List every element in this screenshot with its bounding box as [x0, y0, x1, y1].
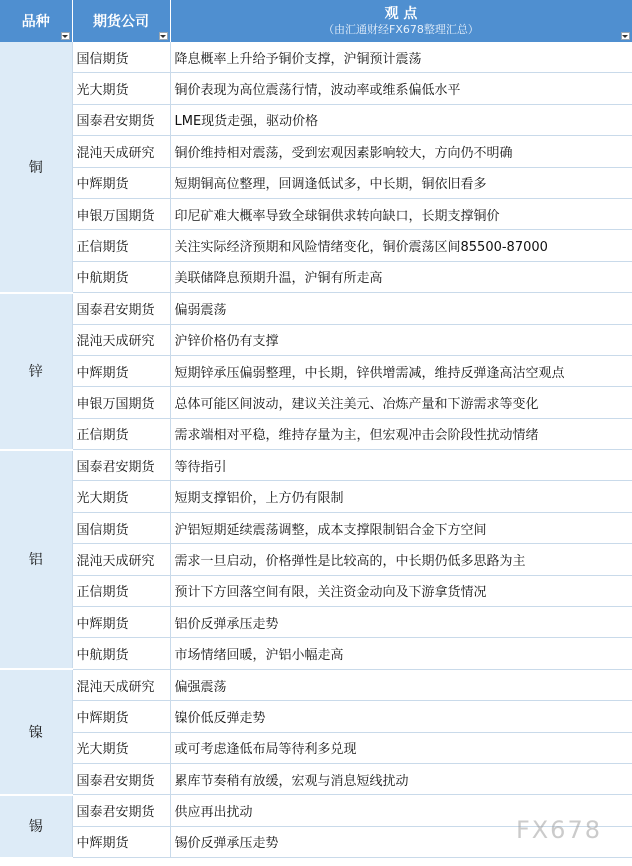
- view-cell: 沪锌价格仍有支撑: [170, 324, 632, 355]
- company-cell: 中辉期货: [72, 701, 170, 732]
- variety-cell: 锌: [0, 293, 72, 450]
- company-cell: 混沌天成研究: [72, 136, 170, 167]
- table-row: [0, 701, 632, 732]
- company-cell: 中辉期货: [72, 355, 170, 386]
- view-cell: 铜价表现为高位震荡行情，波动率或维系偏低水平: [170, 73, 632, 104]
- view-cell: 沪铝短期延续震荡调整，成本支撑限制铝合金下方空间: [170, 512, 632, 543]
- company-cell: 光大期货: [72, 732, 170, 763]
- company-cell: 中航期货: [72, 261, 170, 292]
- view-cell: 短期锌承压偏弱整理，中长期，锌供增需减，维持反弹逢高沽空观点: [170, 355, 632, 386]
- view-cell: 短期铜高位整理，回调逢低试多，中长期，铜依旧看多: [170, 167, 632, 198]
- filter-dropdown-icon[interactable]: [621, 32, 630, 40]
- view-cell: 累库节奏稍有放缓，宏观与消息短线扰动: [170, 763, 632, 794]
- view-cell: 关注实际经济预期和风险情绪变化，铜价震荡区间85500-87000: [170, 230, 632, 261]
- company-cell: 光大期货: [72, 481, 170, 512]
- table-row: [0, 481, 632, 512]
- view-cell: 铜价维持相对震荡，受到宏观因素影响较大，方向仍不明确: [170, 136, 632, 167]
- table-row: [0, 387, 632, 418]
- table-row: [0, 198, 632, 229]
- table-row: [0, 355, 632, 386]
- variety-cell: 镍: [0, 669, 72, 795]
- company-cell: 混沌天成研究: [72, 669, 170, 700]
- view-cell: 总体可能区间波动，建议关注美元、冶炼产量和下游需求等变化: [170, 387, 632, 418]
- view-cell: 等待指引: [170, 450, 632, 481]
- view-cell: 铝价反弹承压走势: [170, 607, 632, 638]
- company-cell: 中辉期货: [72, 826, 170, 857]
- variety-cell: 锡: [0, 795, 72, 858]
- view-cell: 或可考虑逢低布局等待利多兑现: [170, 732, 632, 763]
- table-row: [0, 167, 632, 198]
- company-cell: 中辉期货: [72, 607, 170, 638]
- header-company[interactable]: [72, 0, 170, 42]
- variety-cell: 铝: [0, 450, 72, 670]
- view-cell: 偏弱震荡: [170, 293, 632, 324]
- table-row: [0, 512, 632, 543]
- view-cell: 需求端相对平稳，维持存量为主，但宏观冲击会阶段性扰动情绪: [170, 418, 632, 449]
- table-row: [0, 607, 632, 638]
- variety-cell: 铜: [0, 42, 72, 293]
- table-row: [0, 638, 632, 669]
- company-cell: 国泰君安期货: [72, 763, 170, 794]
- table-row: [0, 575, 632, 606]
- table-row: [0, 763, 632, 794]
- header-variety[interactable]: [0, 0, 72, 42]
- table-row: [0, 261, 632, 292]
- watermark-logo: FX678: [515, 816, 602, 844]
- company-cell: 国泰君安期货: [72, 104, 170, 135]
- view-cell: 市场情绪回暖，沪铝小幅走高: [170, 638, 632, 669]
- filter-dropdown-icon[interactable]: [159, 32, 168, 40]
- view-cell: 美联储降息预期升温，沪铜有所走高: [170, 261, 632, 292]
- company-cell: 国泰君安期货: [72, 795, 170, 826]
- table-row: [0, 418, 632, 449]
- company-cell: 中辉期货: [72, 167, 170, 198]
- header-company-label: 期货公司: [93, 14, 149, 30]
- header-view[interactable]: [170, 0, 632, 42]
- view-cell: LME现货走强，驱动价格: [170, 104, 632, 135]
- view-cell: 印尼矿难大概率导致全球铜供求转向缺口，长期支撑铜价: [170, 198, 632, 229]
- company-cell: 混沌天成研究: [72, 324, 170, 355]
- table-row: [0, 544, 632, 575]
- table-row: [0, 230, 632, 261]
- view-cell: 短期支撑铝价，上方仍有限制: [170, 481, 632, 512]
- view-cell: 需求一旦启动，价格弹性是比较高的，中长期仍低多思路为主: [170, 544, 632, 575]
- company-cell: 国泰君安期货: [72, 293, 170, 324]
- header-row: [0, 0, 632, 42]
- company-cell: 光大期货: [72, 73, 170, 104]
- company-cell: 申银万国期货: [72, 387, 170, 418]
- company-cell: 正信期货: [72, 575, 170, 606]
- table-row: [0, 136, 632, 167]
- table-row: [0, 104, 632, 135]
- view-cell: 锡价反弹承压走势: [170, 826, 632, 857]
- view-cell: 偏强震荡: [170, 669, 632, 700]
- company-cell: 国泰君安期货: [72, 450, 170, 481]
- company-cell: 国信期货: [72, 512, 170, 543]
- company-cell: 正信期货: [72, 230, 170, 261]
- company-cell: 中航期货: [72, 638, 170, 669]
- table-row: [0, 450, 632, 481]
- view-cell: 供应再出扰动: [170, 795, 632, 826]
- filter-dropdown-icon[interactable]: [61, 32, 70, 40]
- table-row: [0, 293, 632, 324]
- company-cell: 混沌天成研究: [72, 544, 170, 575]
- table-row: [0, 324, 632, 355]
- view-cell: 降息概率上升给予铜价支撑，沪铜预计震荡: [170, 42, 632, 73]
- company-cell: 国信期货: [72, 42, 170, 73]
- company-cell: 正信期货: [72, 418, 170, 449]
- view-cell: 镍价低反弹走势: [170, 701, 632, 732]
- table-row: [0, 732, 632, 763]
- header-view-subtitle: （由汇通财经FX678整理汇总）: [323, 23, 479, 36]
- view-cell: 预计下方回落空间有限，关注资金动向及下游拿货情况: [170, 575, 632, 606]
- table-row: [0, 42, 632, 73]
- table-row: [0, 73, 632, 104]
- company-cell: 申银万国期货: [72, 198, 170, 229]
- header-view-label: 观 点: [384, 6, 418, 22]
- header-variety-label: 品种: [21, 14, 50, 30]
- table-row: [0, 669, 632, 700]
